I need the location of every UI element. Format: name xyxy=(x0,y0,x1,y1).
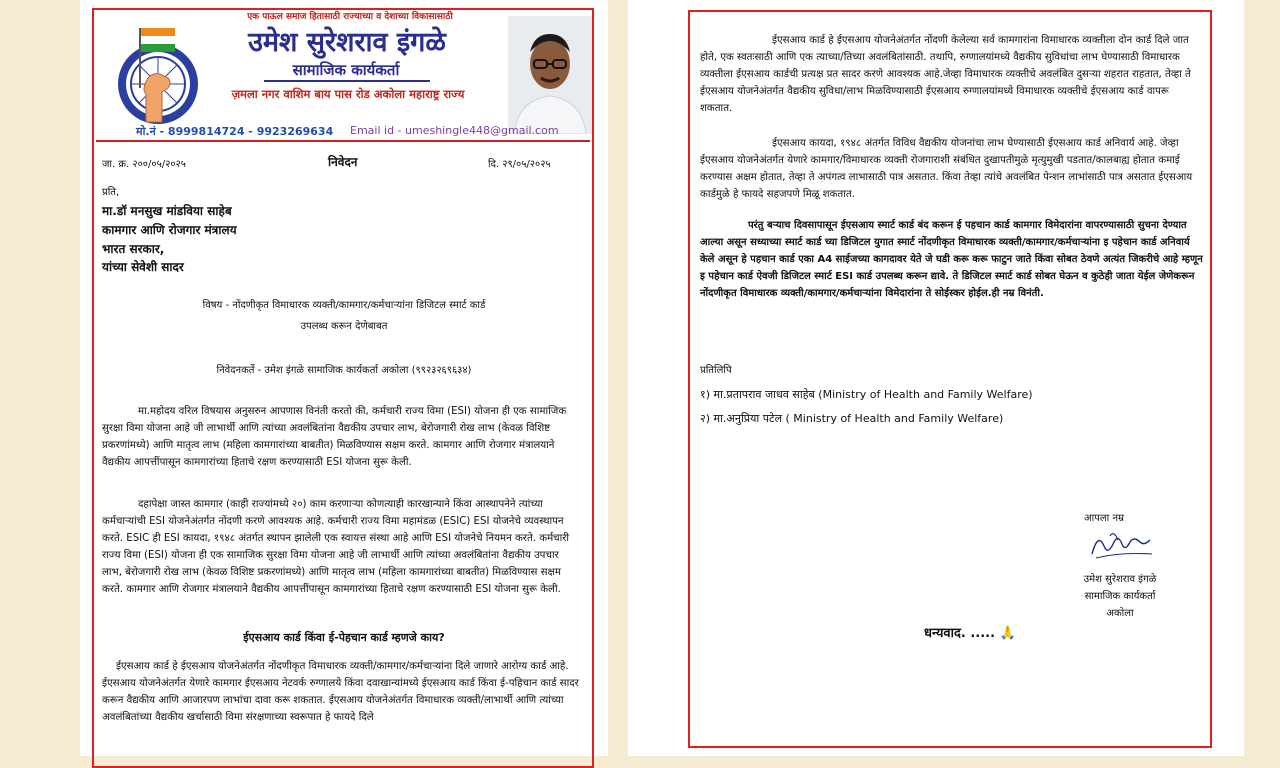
right-paragraph-3: परंतु बऱ्याच दिवसापासून ईएसआय स्मार्ट कार्ड बंद करून ई पहचान कार्ड कामगार विमेदारांना वापरण्यासाठी सुचना देण्यात आल्या असून सध्याच्या स्मार्ट कार्ड च्या डिजिटल युगात स्मार्ट नोंदणीकृत विमाधारक व्यक्ती/कामगार/कर्मचाऱ्यांना इ पहेचान कार्ड अनिवार्य केले असून हे पहचान कार्ड एका A4 साईजच्या कागदावर येते जे घडी करू करू फाटुन जाते किंवा सोबत ठेवणे अत्यंत जिकरीचे आहे म्हणून इ पहेचान कार्ड ऐवजी डिजिटल स्मार्ट ESI कार्ड उपलब्ध करून द्यावे. ते डिजिटल स्मार्ट कार्ड सोबत घेऊन व कुठेही जाता येईल जेणेकरून नोंदणीकृत विमाधारक व्यक्ती/कामगार/कर्मचाऱ्यांना विमेदारांना ते सोईस्कर होईल.ही नम्र विनंती. xyxy=(700,220,1203,299)
letterhead-divider xyxy=(96,140,590,142)
right-paragraph-2: ईएसआय कायदा, १९४८ अंतर्गत विविध वैद्यकीय योजनांचा लाभ घेण्यासाठी ईएसआय कार्ड अनिवार्य आहे. जेव्हा ईएसआय योजनेअंतर्गत येणारे कामगार/विमाधारक व्यक्ती रोजगाराशी संबंधित दुखापतीमुळे मृत्युमुखी पडतात/कालबाह्य होतात कमाई करण्यास अक्षम होतात, तेव्हा ते अपंगत्व लाभासाठी पात्र असतात. किंवा तेव्हा त्यांचे अवलंबित पेन्शन लाभांसाठी पात्र असतात ईएसआय कार्डमुळे हे फायदे सहजपणे मिळू शकतात. xyxy=(700,138,1193,200)
thank-you-note: धन्यवाद. ..... 🙏 xyxy=(924,626,1016,641)
right-paragraph-1: ईएसआय कार्ड हे ईएसआय योजनेअंतर्गत नोंदणी केलेल्या सर्व कामगारांना विमाधारक व्यक्तीला दोन कार्ड दिले जात होते, एक स्वतःसाठी आणि एक त्याच्या/तिच्या अवलंबितांसाठी. तथापि, रुग्णालयांमध्ये वैद्यकीय सुविधांचा लाभ घेण्यासाठी विमाधारक व्यक्तीला ईएसआय कार्डची प्रत्यक्ष प्रत सादर करणे आवश्यक आहे.जेव्हा विमाधारक व्यक्तीचे अवलंबित दुसऱ्या शहरात राहतात, तेव्हा ते ईएसआय योजनेअंतर्गत वैद्यकीय सुविधा/लाभ मिळविण्यासाठी ईएसआय रुग्णालयांमध्ये विमाधारक व्यक्तीचे ईएसआय कार्ड वापरू शकतात. xyxy=(700,35,1191,114)
letterhead-role: सामाजिक कार्यकर्ता xyxy=(292,61,400,79)
recipient-name: मा.डॉ मनसुख मांडविया साहेब xyxy=(102,204,232,218)
document-page-left xyxy=(80,0,608,756)
closing-salutation: आपला नम्र xyxy=(1084,513,1124,524)
applicant-line: निवेदनकर्ते - उमेश इंगळे सामाजिक कार्यकर्ता अकोला (९९२३२६९६३४) xyxy=(216,365,472,376)
recipient-submission: यांच्या सेवेशी सादर xyxy=(102,260,184,274)
letterhead-email[interactable]: Email id - umeshingle448@gmail.com xyxy=(350,124,559,137)
signatory-name: उमेश सुरेशराव इंगळे xyxy=(1083,574,1157,585)
subject-line-2: उपलब्ध करून देणेबाबत xyxy=(300,321,388,332)
flag-fist-logo-icon xyxy=(110,20,210,132)
document-title: निवेदन xyxy=(328,155,358,169)
section-heading: ईएसआय कार्ड किंवा ई-पेहचान कार्ड म्हणजे काय? xyxy=(243,631,445,644)
letterhead-tagline: एक पाऊल समाज हितासाठी राज्याच्या व देशाच्या विकासासाठी xyxy=(247,12,453,22)
subject-line-1: विषय - नोंदणीकृत विमाधारक व्यक्ती/कामगार/कर्मचाऱ्यांना डिजिटल स्मार्ट कार्ड xyxy=(202,300,486,311)
body-paragraph-2: दहापेक्षा जास्त कामगार (काही राज्यांमध्ये २०) काम करणाऱ्या कोणत्याही कारखान्याने किंवा आस्थापनेने त्यांच्या कर्मचाऱ्यांची ESI योजनेअंतर्गत नोंदणी करणे आवश्यक आहे. कर्मचारी राज्य विमा महामंडळ (ESIC) ESI योजनेचे व्यवस्थापन करते. ESIC ही ESI कायदा, १९४८ अंतर्गत स्थापन झालेली एक स्वायत्त संस्था आहे आणि ESI योजनेचे नियमन करते. कर्मचारी राज्य विमा (ESI) योजना ही एक सामाजिक सुरक्षा विमा योजना आहे जी लाभार्थी आणि त्यांच्या अवलंबितांना वैद्यकीय उपचार लाभ, बेरोजगारी रोख लाभ (केवळ विशिष्ट प्रकरणांमध्ये) आणि मातृत्व लाभ (महिला कामगारांच्या बाबतीत) मिळविण्यास सक्षम करते. कामगार आणि रोजगार मंत्रालयाने वैद्यकीय आपत्तींपासून कामगारांच्या हिताचे रक्षण करण्यासाठी ESI योजना सुरू केली. xyxy=(102,499,570,595)
letterhead-name: उमेश सुरेशराव इंगळे xyxy=(248,27,446,58)
recipient-government: भारत सरकार, xyxy=(102,242,165,256)
body-paragraph-3: ईएसआय कार्ड हे ईएसआय योजनेअंतर्गत नोंदणीकृत विमाधारक व्यक्ती/कामगार/कर्मचाऱ्यांना दिले जाणारे आरोग्य कार्ड आहे. ईएसआय योजनेअंतर्गत येणारे कामगार ईएसआय नेटवर्क रुग्णालये किंवा दवाखान्यांमध्ये ईएसआय कार्ड किंवा ई-पहिचान कार्ड सादर करून वैद्यकीय आणि आजारपण लाभांचा दावा करू शकतात. ईएसआय योजनेअंतर्गत विमाधारक व्यक्ती/लाभार्थी आणि त्यांच्या अवलंबितांच्या वैद्यकीय खर्चासाठी विमा संरक्षणाच्या स्वरूपात हे फायदे दिले xyxy=(102,661,579,723)
copy-recipient-1: १) मा.प्रतापराव जाधव साहेब (Ministry of Health and Family Welfare) xyxy=(700,388,1033,401)
copy-label: प्रतिलिपि xyxy=(700,365,732,376)
letterhead-address: ज़मला नगर वाशिम बाय पास रोड अकोला महाराष्ट्र राज्य xyxy=(231,87,465,101)
recipient-ministry: कामगार आणि रोजगार मंत्रालय xyxy=(102,223,237,237)
portrait-photo xyxy=(508,16,592,134)
body-paragraph-1: मा.महोदय वरिल विषयास अनुसरुन आपणास विनंती करतो की, कर्मचारी राज्य विमा (ESI) योजना ही एक सामाजिक सुरक्षा विमा योजना आहे जी लाभार्थी आणि त्यांच्या अवलंबितांना वैद्यकीय उपचार लाभ, बेरोजगारी रोख लाभ (केवळ विशिष्ट प्रकरणांमध्ये) आणि मातृत्व लाभ (महिला कामगारांच्या बाबतीत) मिळविण्यास सक्षम करते. कामगार आणि रोजगार मंत्रालयाने वैद्यकीय आपत्तींपासून कामगारांच्या हिताचे रक्षण करण्यासाठी ESI योजना सुरू केली. xyxy=(102,406,567,468)
document-page-right xyxy=(628,0,1244,756)
copy-recipient-2: २) मा.अनुप्रिया पटेल ( Ministry of Health and Family Welfare) xyxy=(700,412,1004,425)
letterhead-phone: मो.नं - 8999814724 - 9923269634 xyxy=(136,125,334,138)
signatory-city: अकोला xyxy=(1106,608,1134,619)
signature-icon xyxy=(1086,528,1158,562)
recipient-prefix: प्रति, xyxy=(102,187,120,198)
role-underline xyxy=(264,80,430,82)
document-date: दि. २९/०५/२०२५ xyxy=(488,159,551,170)
signatory-role: सामाजिक कार्यकर्ता xyxy=(1084,591,1156,602)
reference-number: जा. क्र. २००/०५/२०२५ xyxy=(102,159,186,170)
